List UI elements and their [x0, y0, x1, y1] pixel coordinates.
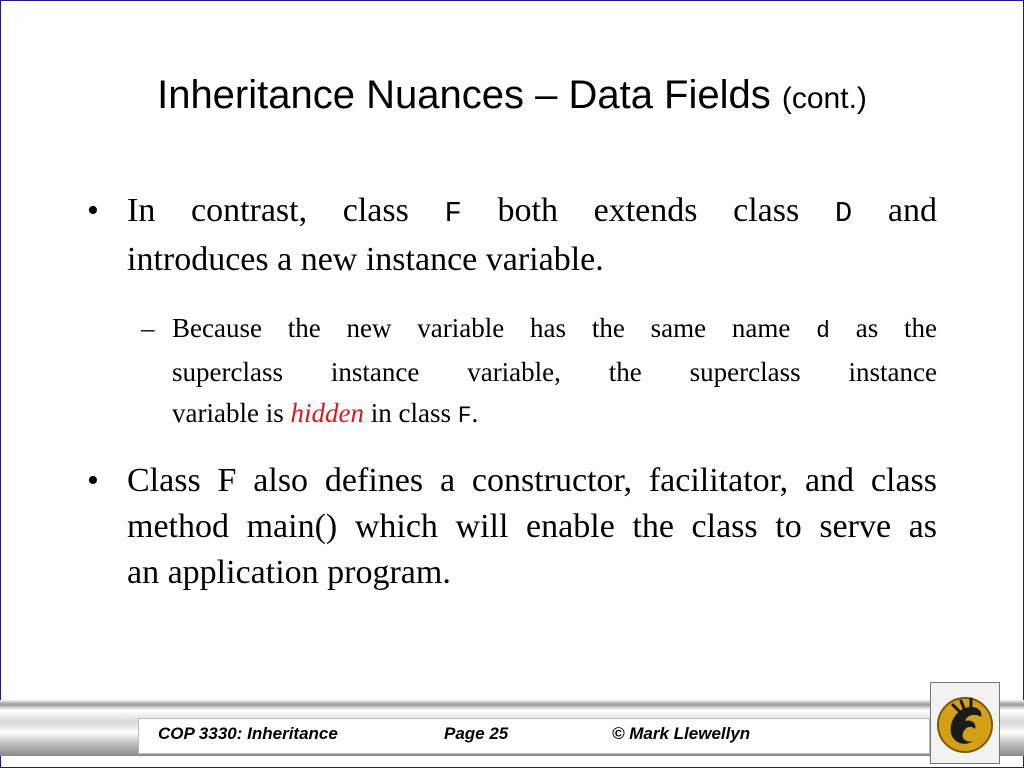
footer-page: Page 25 [444, 724, 509, 743]
bullet-1-line-1 [127, 188, 937, 237]
text-segment: In contrast, class [127, 192, 445, 229]
title-suffix: (cont.) [781, 82, 867, 115]
code-class-d: D [834, 197, 853, 230]
code-var-d: d [816, 318, 830, 344]
text-segment: and [852, 192, 937, 229]
footer-course: COP 3330: Inheritance [158, 724, 338, 743]
text-segment: . [471, 398, 479, 428]
logo-box [930, 682, 1000, 764]
title-main: Inheritance Nuances – Data Fields [157, 73, 771, 117]
text-segment: variable is [172, 398, 291, 428]
text-segment: Because the new variable has the same name [172, 313, 817, 343]
ucf-pegasus-logo-icon [931, 683, 999, 763]
footer-author: © Mark Llewellyn [612, 724, 751, 743]
emphasis-hidden: hidden [290, 398, 364, 428]
bullet-glyph: • [87, 192, 99, 229]
sub-bullet-line-2: superclass instance variable, the superclass instance [172, 357, 937, 387]
text-segment: both extends class [461, 192, 835, 229]
bullet-2-line-3: an application program. [127, 554, 451, 591]
slide-title [1, 73, 1023, 118]
bullet-1 [87, 188, 937, 283]
bullet-1-line-2: introduces a new instance variable. [127, 241, 604, 278]
sub-bullet-line-1 [172, 308, 937, 352]
bullet-2-line-2: method main() which will enable the class to serve as [127, 508, 937, 545]
sub-bullet-1 [141, 308, 937, 437]
bullet-2 [87, 458, 937, 596]
text-segment: as the [829, 313, 937, 343]
bullet-glyph: • [87, 462, 99, 499]
bullet-2-line-1: Class F also defines a constructor, facilitator, and class [127, 462, 937, 499]
text-segment: in class [363, 398, 458, 428]
code-class-f: F [457, 403, 472, 429]
sub-bullet-glyph: – [141, 313, 155, 343]
code-class-f: F [444, 197, 462, 230]
sub-bullet-line-3 [172, 393, 937, 437]
